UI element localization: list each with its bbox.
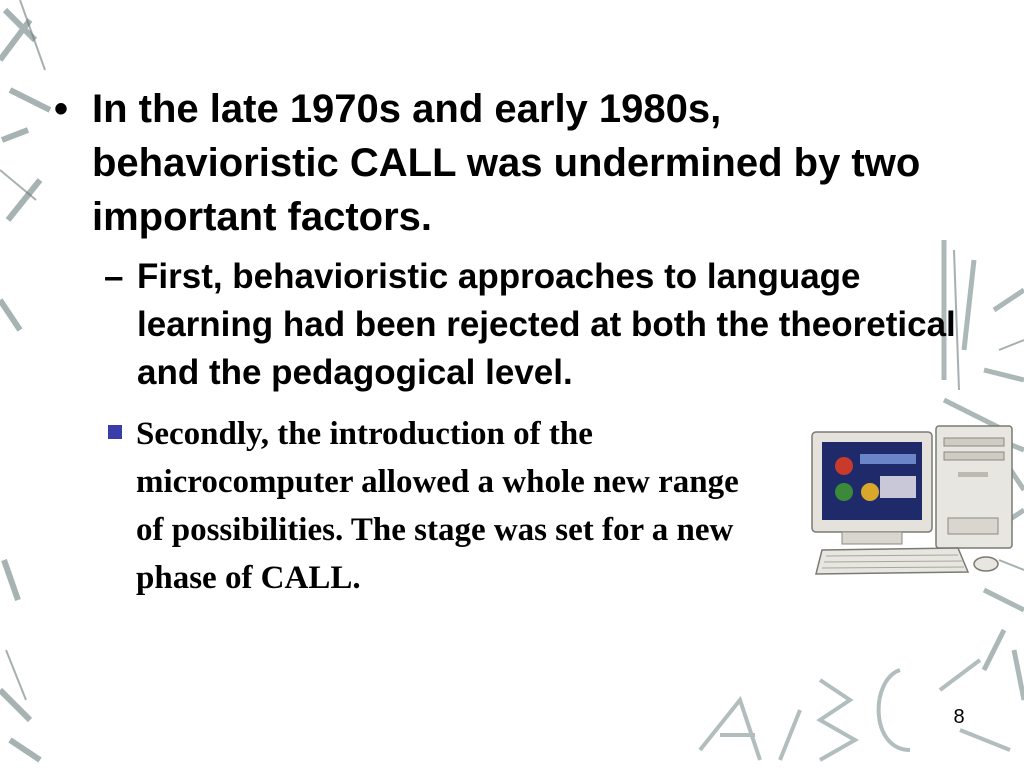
sub-point-first (104, 253, 974, 397)
main-bullet-text: In the late 1970s and early 1980s, behavioristic CALL was undermined by two important factors. (92, 87, 921, 239)
page-number: 8 (953, 706, 965, 728)
monitor-icon (812, 432, 932, 544)
mouse-illustration (974, 557, 998, 571)
main-bullet-point (54, 82, 954, 244)
sub-point-second (108, 410, 768, 602)
dash-bullet: – (104, 257, 124, 296)
sub-point-second-text: Secondly, the introduction of the microcomputer allowed a whole new range of possibilities. The stage was set for a new phase of CALL. (136, 416, 739, 596)
sub-point-first-text: First, behavioristic approaches to language learning had been rejected at both the theoretical and the pedagogical level. (137, 257, 956, 392)
computer-illustration (808, 422, 1024, 582)
round-bullet: • (54, 87, 69, 131)
keyboard-illustration (816, 548, 968, 574)
tower-case-icon (936, 426, 1012, 548)
square-bullet-icon (108, 425, 122, 439)
